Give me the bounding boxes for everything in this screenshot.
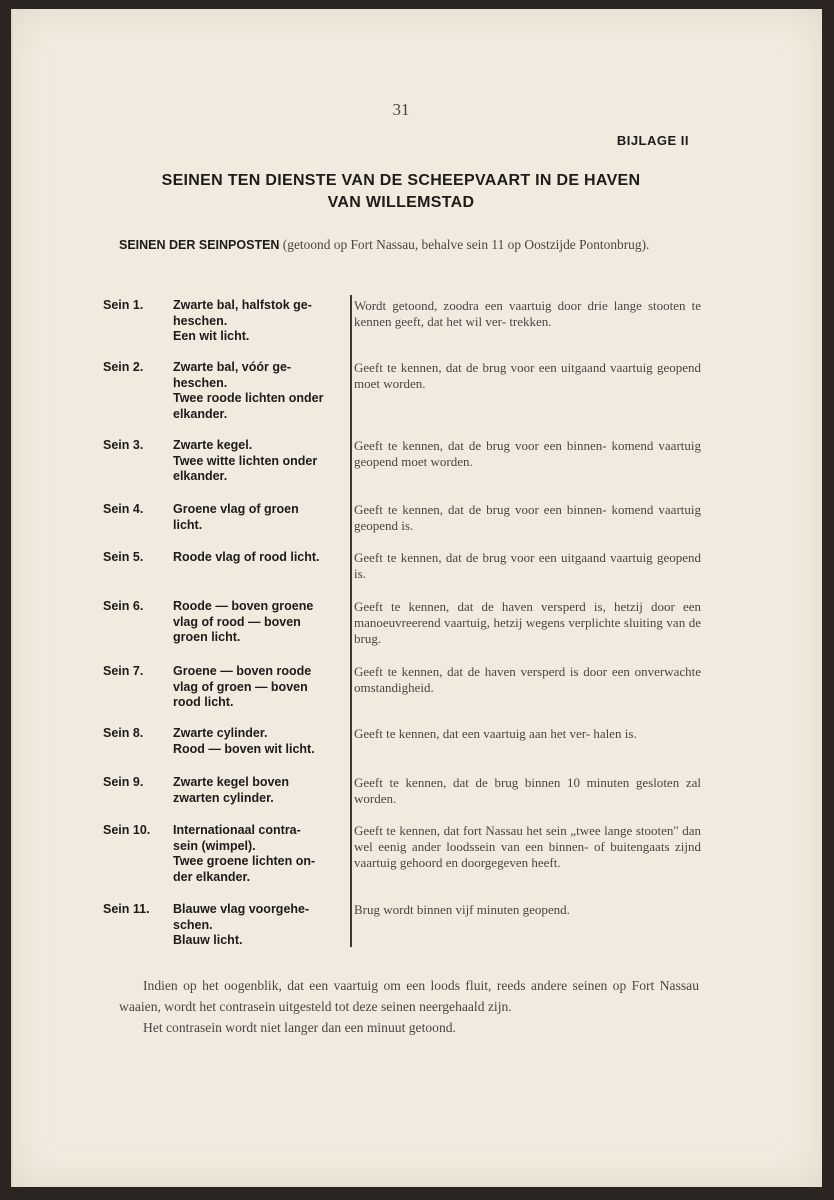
signal-description [173, 502, 331, 533]
description-line: elkander. [173, 469, 228, 483]
description-line: Zwarte kegel boven [173, 775, 290, 789]
binding-gutter [11, 9, 15, 1187]
page-number: 31 [392, 100, 410, 119]
signal-description [173, 360, 331, 422]
description-line: heschen. [173, 375, 228, 390]
signal-meaning: Geeft te kennen, dat de brug binnen 10 minuten gesloten zal worden. [354, 775, 701, 807]
description-line: Groene vlag of groen [173, 502, 299, 516]
description-line: Blauw licht. [173, 933, 243, 947]
description-line: heschen. [173, 313, 228, 328]
document-page [11, 9, 822, 1187]
signal-number: Sein 9. [103, 775, 144, 789]
closing-notes [119, 975, 699, 1038]
description-line: vlag of groen — boven [173, 679, 308, 694]
description-line: zwarten cylinder. [173, 790, 274, 805]
appendix-label: BIJLAGE II [616, 133, 689, 148]
signal-number: Sein 8. [103, 726, 144, 740]
signal-meaning: Geeft te kennen, dat fort Nassau het sein „twee lange stooten" dan wel eenig ander loodssein van een binnen- of buitengaats zijnd vaartuig gehoord en doorgegeven heeft. [354, 823, 701, 871]
intro-paragraph [119, 236, 699, 254]
description-line: Een wit licht. [173, 329, 250, 343]
description-line: Twee groene lichten on- [173, 854, 316, 868]
signal-number: Sein 2. [103, 360, 144, 374]
closing-paragraph-2: Het contrasein wordt niet langer dan een minuut getoond. [143, 1020, 456, 1035]
signal-meaning: Geeft te kennen, dat de brug voor een uitgaand vaartuig geopend moet worden. [354, 360, 701, 392]
description-line: licht. [173, 517, 203, 532]
description-line: Twee witte lichten onder [173, 453, 318, 468]
signal-number: Sein 1. [103, 298, 144, 312]
signal-number: Sein 11. [103, 902, 150, 916]
signal-meaning: Geeft te kennen, dat een vaartuig aan het ver- halen is. [354, 726, 637, 741]
signal-meaning: Brug wordt binnen vijf minuten geopend. [354, 902, 570, 917]
description-line: Zwarte kegel. [173, 438, 253, 452]
signal-meaning: Geeft te kennen, dat de brug voor een uitgaand vaartuig geopend is. [354, 550, 701, 582]
description-line: Blauwe vlag voorgehe- [173, 902, 310, 916]
signal-number: Sein 7. [103, 664, 144, 678]
description-line: sein (wimpel). [173, 838, 256, 853]
signal-number: Sein 6. [103, 599, 144, 613]
signal-description [173, 775, 331, 806]
signal-meaning: Geeft te kennen, dat de brug voor een binnen- komend vaartuig geopend moet worden. [354, 438, 701, 470]
signal-number: Sein 10. [103, 823, 151, 837]
description-line: Rood — boven wit licht. [173, 741, 315, 756]
description-line: Zwarte bal, halfstok ge- [173, 298, 312, 312]
signal-meaning: Geeft te kennen, dat de brug voor een binnen- komend vaartuig geopend is. [354, 502, 701, 534]
description-line: Internationaal contra- [173, 823, 301, 837]
signal-description [173, 599, 331, 646]
title-line-1: SEINEN TEN DIENSTE VAN DE SCHEEPVAART IN DE HAVEN [161, 172, 641, 189]
description-line: Roode vlag of rood licht. [173, 550, 320, 564]
description-line: schen. [173, 917, 213, 932]
description-line: der elkander. [173, 869, 251, 884]
description-line: Zwarte bal, vóór ge- [173, 360, 292, 374]
signal-description [173, 823, 331, 885]
signal-description [173, 298, 331, 345]
document-title [91, 170, 711, 214]
intro-rest: (getoond op Fort Nassau, behalve sein 11 op Oostzijde Pontonbrug). [279, 237, 650, 252]
signal-number: Sein 4. [103, 502, 144, 516]
signal-meaning: Geeft te kennen, dat de haven versperd is, hetzij door een manoeuvreerend vaartuig, hetzij wegens verplichte sluiting van de brug. [354, 599, 701, 647]
signal-description [173, 726, 331, 757]
signal-meaning: Geeft te kennen, dat de haven versperd is door een onverwachte omstandigheid. [354, 664, 701, 696]
signal-meaning: Wordt getoond, zoodra een vaartuig door drie lange stooten te kennen geeft, dat het wil ver- trekken. [354, 298, 701, 330]
description-line: Roode — boven groene [173, 599, 314, 613]
signal-number: Sein 5. [103, 550, 144, 564]
description-line: vlag of rood — boven [173, 614, 301, 629]
description-line: Groene — boven roode [173, 664, 312, 678]
column-divider [350, 295, 352, 947]
signal-description [173, 550, 331, 566]
description-line: Twee roode lichten onder [173, 391, 324, 405]
closing-paragraph-1: Indien op het oogenblik, dat een vaartuig om een loods fluit, reeds andere seinen op Fort Nassau waaien, wordt het contrasein uitgesteld tot deze seinen neergehaald zijn. [119, 978, 699, 1014]
description-line: Zwarte cylinder. [173, 726, 268, 740]
title-line-2: VAN WILLEMSTAD [327, 194, 475, 211]
description-line: groen licht. [173, 630, 241, 644]
signal-number: Sein 3. [103, 438, 144, 452]
description-line: rood licht. [173, 695, 234, 709]
signal-description [173, 664, 331, 711]
signal-description [173, 902, 331, 949]
description-line: elkander. [173, 406, 228, 421]
intro-lead: SEINEN DER SEINPOSTEN [119, 238, 280, 252]
signal-description [173, 438, 331, 485]
